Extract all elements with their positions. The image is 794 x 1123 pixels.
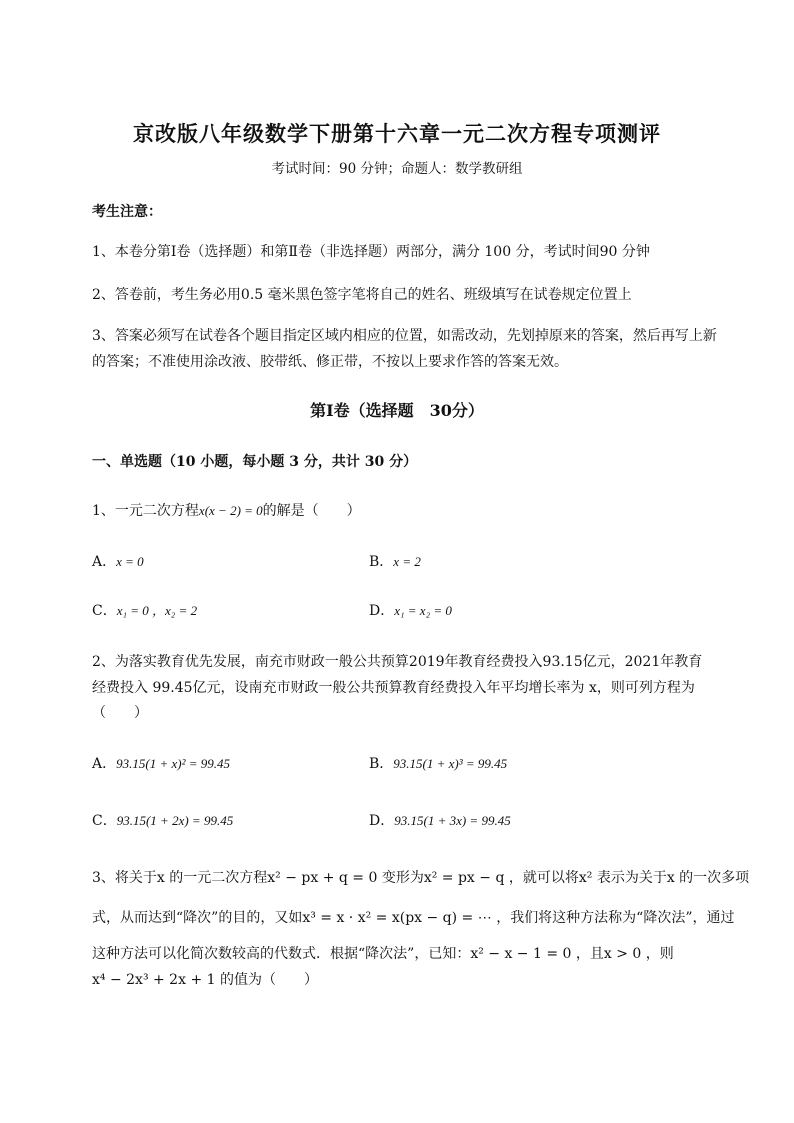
question-3-line-1: 3、将关于x 的一元二次方程x² − px + q = 0 变形为x² = px − q ，就可以将x² 表示为关于x 的一次多项 — [92, 870, 750, 886]
question-1-option-b[interactable] — [369, 551, 421, 571]
question-1-equation: x(x − 2) = 0 — [198, 503, 263, 518]
option-text: x = 0 — [116, 554, 144, 569]
question-1-option-d[interactable] — [369, 600, 452, 620]
option-label: A． — [92, 756, 117, 772]
page-title: 京改版八年级数学下册第十六章一元二次方程专项测评 — [133, 121, 661, 146]
option-text: 93.15(1 + 2x) = 99.45 — [116, 813, 234, 828]
exam-info: 考试时间：90 分钟；命题人：数学教研组 — [271, 161, 523, 177]
option-label: D． — [369, 603, 395, 619]
option-text: 93.15(1 + x)² = 99.45 — [116, 756, 230, 771]
option-text: x₁ = 0 ，x₂ = 2 — [116, 603, 198, 618]
option-text: x = 2 — [393, 554, 421, 569]
notice-item-3-cont: 的答案；不准使用涂改液、胶带纸、修正带，不按以上要求作答的答案无效。 — [92, 354, 568, 370]
question-2-option-b[interactable] — [369, 753, 507, 773]
question-1-suffix: 的解是（ ） — [262, 503, 361, 519]
option-text: 93.15(1 + x)³ = 99.45 — [393, 756, 508, 771]
option-label: B． — [369, 756, 394, 772]
question-1-stem — [92, 500, 361, 520]
question-3-line-2: 式，从而达到“降次”的目的，又如x³ = x · x² = x(px − q) = ⋯ ，我们将这种方法称为“降次法”，通过 — [92, 910, 735, 926]
notice-item-1: 1、本卷分第Ⅰ卷（选择题）和第Ⅱ卷（非选择题）两部分，满分 100 分，考试时间90 分钟 — [92, 244, 650, 260]
option-label: C． — [92, 603, 117, 619]
question-3-line-3: 这种方法可以化简次数较高的代数式．根据“降次法”，已知：x² − x − 1 = 0 ，且x > 0 ，则 — [92, 946, 674, 962]
option-label: C． — [92, 813, 117, 829]
question-1-option-a[interactable] — [92, 551, 144, 571]
question-2-line-1: 2、为落实教育优先发展，南充市财政一般公共预算2019年教育经费投入93.15亿元，2021年教育 — [92, 654, 703, 670]
question-2-line-3: （ ） — [92, 705, 148, 721]
option-text: 93.15(1 + 3x) = 99.45 — [394, 813, 511, 828]
section-title: 第Ⅰ卷（选择题 30分） — [310, 401, 484, 420]
notice-item-2: 2、答卷前，考生务必用0.5 毫米黑色签字笔将自己的姓名、班级填写在试卷规定位置上 — [92, 287, 632, 303]
option-label: D． — [369, 813, 395, 829]
notice-heading: 考生注意： — [92, 204, 162, 220]
question-2-line-2: 经费投入 99.45亿元，设南充市财政一般公共预算教育经费投入年平均增长率为 x，则可列方程为 — [92, 680, 695, 696]
question-2-option-a[interactable] — [92, 753, 230, 773]
question-3-line-4: x⁴ − 2x³ + 2x + 1 的值为（ ） — [92, 972, 318, 988]
question-2-option-d[interactable] — [369, 810, 511, 830]
notice-item-3: 3、答案必须写在试卷各个题目指定区域内相应的位置，如需改动，先划掉原来的答案，然后再写上新 — [92, 328, 717, 344]
question-2-option-c[interactable] — [92, 810, 233, 830]
option-label: B． — [369, 554, 394, 570]
part-heading: 一、单选题（10 小题，每小题 3 分，共计 30 分） — [92, 454, 418, 470]
option-label: A． — [92, 554, 117, 570]
question-1-prefix: 1、一元二次方程 — [92, 503, 199, 519]
question-1-option-c[interactable] — [92, 600, 197, 620]
option-text: x₁ = x₂ = 0 — [394, 603, 452, 618]
